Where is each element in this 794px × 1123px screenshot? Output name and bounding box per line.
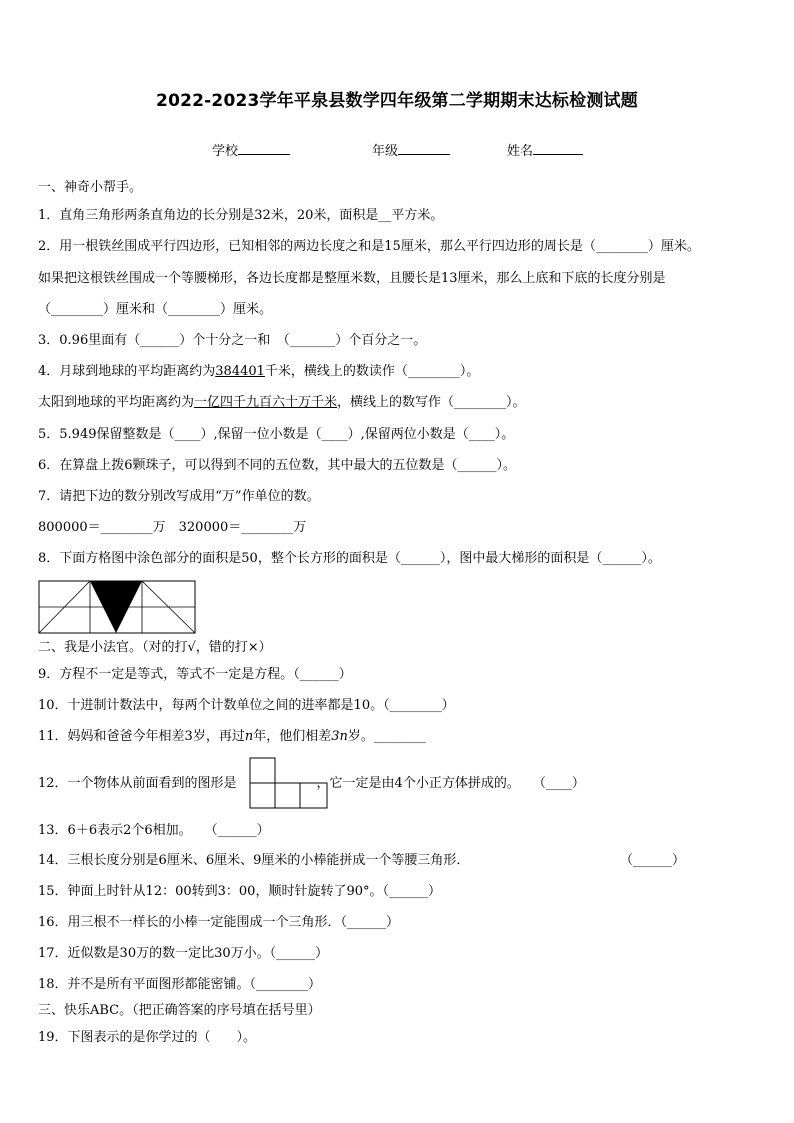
grade-blank[interactable] [398,141,450,155]
q12-text-b: ，它一定是由4个小正方体拼成的。 （____） [316,776,585,791]
q11-text-b: 年，他们相差 [253,729,332,744]
q12-text-a: 12．一个物体从前面看到的图形是 [38,776,237,791]
question-14-answer: （______） [620,853,686,868]
question-8: 8．下面方格图中涂色部分的面积是50，整个长方形的面积是（______），图中最大梯形的面积是（______）。 [38,551,661,566]
name-blank[interactable] [533,141,583,155]
q11-text-a: 11．妈妈和爸爸今年相差3岁，再过 [38,729,245,744]
question-10: 10．十进制计数法中，每两个计数单位之间的进率都是10。（________） [38,698,455,713]
question-7-conversions: 800000＝________万 320000＝________万 [38,520,307,535]
section-1-heading: 一、神奇小帮手。 [38,180,143,195]
question-11 [38,729,426,745]
grid-figure [38,580,196,634]
question-3: 3．0.96里面有（______）个十分之一和 （_______）个百分之一。 [38,333,427,348]
question-13: 13．6＋6表示2个6相加。 （______） [38,823,270,838]
question-18: 18．并不是所有平面图形都能密铺。（________） [38,977,322,992]
question-4 [38,364,479,380]
question-14: 14．三根长度分别是6厘米、6厘米、9厘米的小棒能拼成一个等腰三角形． [38,853,470,868]
name-field [507,140,583,159]
question-17: 17．近似数是30万的数一定比30万小。（______） [38,946,329,961]
q4b-text-end: ，横线上的数写作（________）。 [337,395,526,410]
q11-expression-3n: 3n [331,729,348,744]
q4b-text-start: 太阳到地球的平均距离约为 [38,395,195,410]
school-field [212,140,290,159]
question-19: 19．下图表示的是你学过的（ ）。 [38,1030,257,1045]
question-15: 15．钟面上时针从12：00转到3：00，顺时针旋转了90°。（______） [38,884,441,899]
grade-label: 年级 [372,144,399,159]
front-view-figure [249,757,329,809]
q11-text-c: 岁。________ [347,729,426,744]
question-2-continued: 如果把这根铁丝围成一个等腰梯形，各边长度都是整厘米数，且腰长是13厘米，那么上底和下底的长度分别是 [38,271,666,286]
q4-text-end: 千米，横线上的数读作（________）。 [264,364,480,379]
q11-variable-n: n [244,729,254,744]
question-4-part-2 [38,395,526,411]
name-label: 姓名 [507,144,534,159]
section-3-heading: 三、快乐ABC。（把正确答案的序号填在括号里） [38,1003,321,1018]
q4-text-start: 4．月球到地球的平均距离约为 [38,364,216,379]
school-label: 学校 [212,144,239,159]
section-2-heading: 二、我是小法官。（对的打√，错的打×） [38,640,272,655]
question-5: 5．5.949保留整数是（____）,保留一位小数是（____）,保留两位小数是（____）。 [38,427,515,442]
q4b-underlined-number: 一亿四千九百六十万千米 [194,395,338,410]
q4-underlined-number: 384401 [215,364,265,379]
question-2-answer-line: （________）厘米和（________）厘米。 [38,302,273,317]
question-16: 16．用三根不一样长的小棒一定能围成一个三角形．（______） [38,915,400,930]
grade-field [372,140,450,159]
question-7: 7．请把下边的数分别改写成用“万”作单位的数。 [38,489,320,504]
question-9: 9．方程不一定是等式，等式不一定是方程。（______） [38,667,352,682]
question-6: 6．在算盘上拨6颗珠子，可以得到不同的五位数，其中最大的五位数是（______）。 [38,458,517,473]
page-title: 2022-2023学年平泉县数学四年级第二学期期末达标检测试题 [156,91,638,111]
question-2: 2．用一根铁丝围成平行四边形，已知相邻的两边长度之和是15厘米，那么平行四边形的周长是（________）厘米。 [38,239,700,254]
question-1: 1．直角三角形两条直角边的长分别是32米，20米，面积是__平方米。 [38,208,444,223]
school-blank[interactable] [238,141,290,155]
